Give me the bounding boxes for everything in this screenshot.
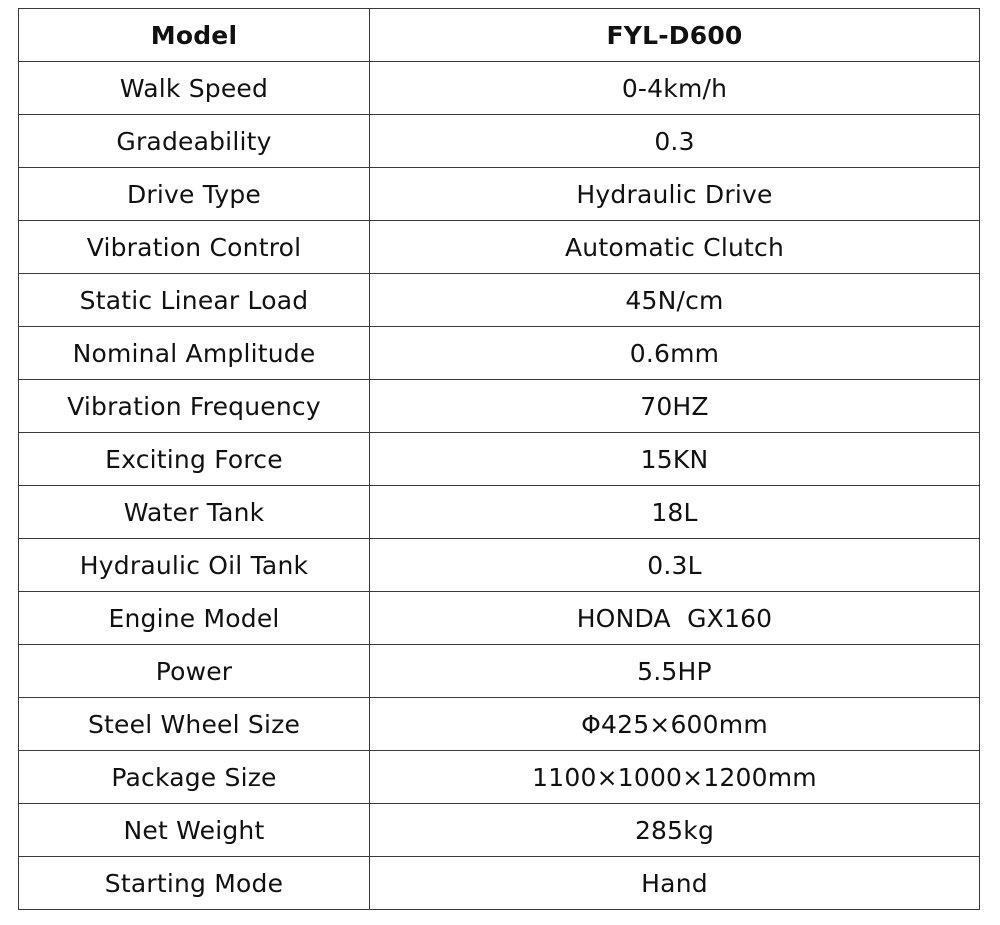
spec-label-cell: Starting Mode (19, 857, 370, 910)
spec-label-cell: Vibration Frequency (19, 380, 370, 433)
spec-value-cell: 0.6mm (370, 327, 980, 380)
spec-label-cell: Water Tank (19, 486, 370, 539)
spec-value-cell: 70HZ (370, 380, 980, 433)
table-row (19, 115, 980, 168)
spec-value-cell: 0.3 (370, 115, 980, 168)
table-row (19, 168, 980, 221)
spec-label-cell: Walk Speed (19, 62, 370, 115)
table-row (19, 804, 980, 857)
spec-label-cell: Hydraulic Oil Tank (19, 539, 370, 592)
spec-value-cell: 15KN (370, 433, 980, 486)
spec-value-cell: 18L (370, 486, 980, 539)
table-row (19, 380, 980, 433)
spec-value-cell: HONDA GX160 (370, 592, 980, 645)
spec-table (18, 8, 980, 910)
table-row (19, 433, 980, 486)
spec-label-cell: Vibration Control (19, 221, 370, 274)
spec-label-cell: Package Size (19, 751, 370, 804)
table-row (19, 539, 980, 592)
spec-value-cell: 0.3L (370, 539, 980, 592)
spec-value-cell: Hydraulic Drive (370, 168, 980, 221)
spec-value-cell: 5.5HP (370, 645, 980, 698)
table-row (19, 751, 980, 804)
spec-value-cell: Φ425×600mm (370, 698, 980, 751)
spec-value-cell: Automatic Clutch (370, 221, 980, 274)
spec-value-cell: 0-4km/h (370, 62, 980, 115)
table-row (19, 327, 980, 380)
spec-label-cell: Engine Model (19, 592, 370, 645)
spec-label-cell: Gradeability (19, 115, 370, 168)
spec-value-cell: 285kg (370, 804, 980, 857)
table-row (19, 592, 980, 645)
table-row (19, 857, 980, 910)
spec-value-cell: 1100×1000×1200mm (370, 751, 980, 804)
spec-label-cell: Steel Wheel Size (19, 698, 370, 751)
spec-value-cell: 45N/cm (370, 274, 980, 327)
spec-label-cell: Net Weight (19, 804, 370, 857)
table-row (19, 486, 980, 539)
spec-label-cell: Power (19, 645, 370, 698)
table-header-row (19, 9, 980, 62)
table-row (19, 698, 980, 751)
spec-value-cell: Hand (370, 857, 980, 910)
spec-label-cell: Nominal Amplitude (19, 327, 370, 380)
spec-label-cell: Drive Type (19, 168, 370, 221)
header-value-cell: FYL-D600 (370, 9, 980, 62)
header-label-cell: Model (19, 9, 370, 62)
table-row (19, 274, 980, 327)
table-row (19, 645, 980, 698)
spec-label-cell: Static Linear Load (19, 274, 370, 327)
table-row (19, 221, 980, 274)
spec-label-cell: Exciting Force (19, 433, 370, 486)
spec-table-body (19, 62, 980, 910)
table-row (19, 62, 980, 115)
